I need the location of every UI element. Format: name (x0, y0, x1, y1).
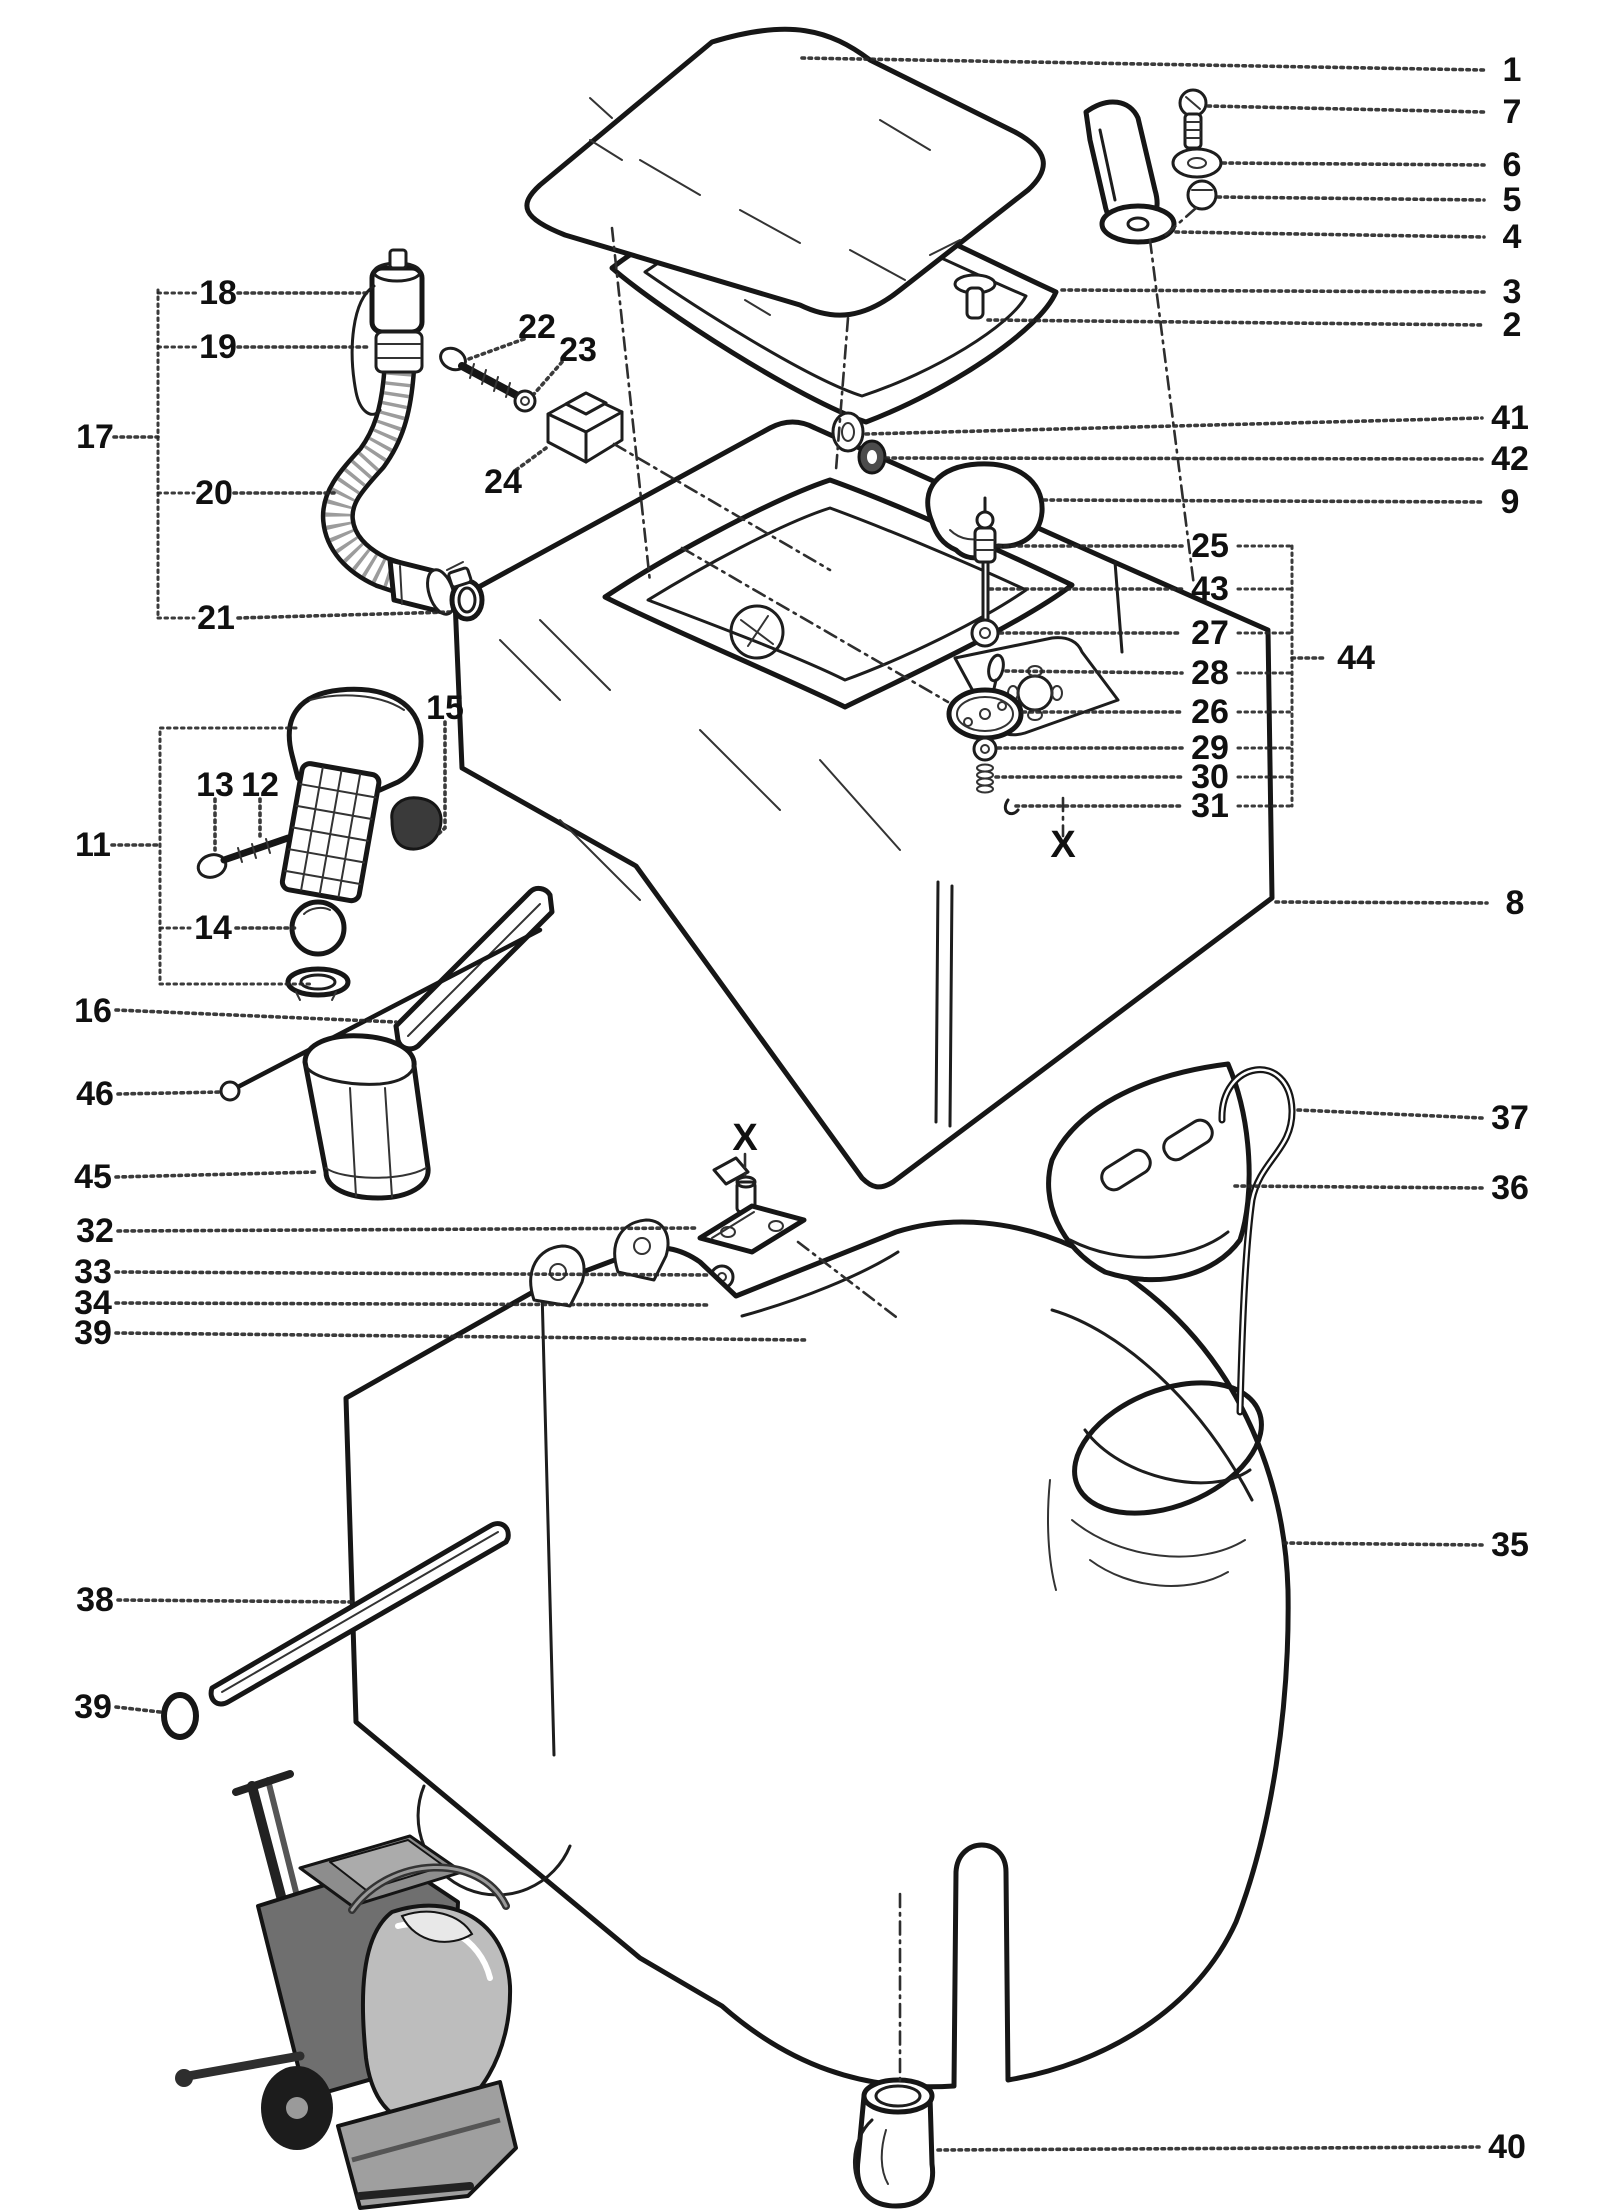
leader-line-7 (1208, 106, 1484, 112)
callout-number-28: 28 (1191, 654, 1229, 692)
callout-number-32: 32 (76, 1212, 114, 1250)
leader-line-2 (988, 320, 1484, 325)
clamp-nut-part (515, 391, 535, 411)
callout-number-13: 13 (196, 766, 234, 804)
leader-line-4 (1176, 232, 1484, 237)
filter-bag-part (305, 1036, 428, 1198)
leader-line-9 (1044, 500, 1482, 502)
callout-number-31: 31 (1191, 787, 1229, 825)
callout-number-45: 45 (74, 1158, 112, 1196)
callout-number-40: 40 (1488, 2128, 1526, 2166)
filter-cap-part (392, 798, 441, 849)
hose-clamp-part (447, 562, 482, 619)
callout-number-43: 43 (1191, 570, 1229, 608)
leader-line-32 (118, 1228, 698, 1231)
x-mark-1: X (1050, 824, 1076, 866)
callout-number-30: 30 (1191, 758, 1229, 796)
callout-number-22: 22 (518, 308, 556, 346)
callout-number-9: 9 (1500, 483, 1520, 521)
callout-number-19: 19 (199, 328, 237, 366)
leader-line-22 (466, 339, 524, 360)
callout-number-41: 41 (1491, 399, 1529, 437)
callout-number-20: 20 (195, 474, 233, 512)
leader-line-36 (1235, 1186, 1482, 1188)
x-mark-2: X (732, 1117, 758, 1159)
latch-pin-part (714, 1158, 755, 1212)
hose-clamp-block-part (548, 393, 622, 462)
callout-number-33: 33 (74, 1253, 112, 1291)
leader-line-23 (534, 362, 562, 394)
callout-number-46: 46 (76, 1075, 114, 1113)
callout-number-5: 5 (1502, 181, 1522, 219)
callout-number-16: 16 (74, 992, 112, 1030)
latch-plate-part (700, 1206, 804, 1252)
leader-line-45 (116, 1172, 318, 1177)
callout-number-3: 3 (1502, 273, 1522, 311)
standpipe-tube-part (396, 888, 552, 1048)
callout-number-15: 15 (426, 689, 464, 727)
machine-reference-illustration (175, 1774, 516, 2208)
leader-line-38 (118, 1600, 352, 1602)
washer-42-part (859, 441, 885, 473)
callout-number-35: 35 (1491, 1526, 1529, 1564)
filter-screw-part (195, 838, 288, 881)
leader-line-35 (1284, 1543, 1482, 1545)
callout-number-1: 1 (1502, 51, 1522, 89)
callout-number-7: 7 (1502, 93, 1522, 131)
callout-number-29: 29 (1191, 729, 1229, 767)
callout-number-4: 4 (1502, 218, 1522, 256)
callout-number-25: 25 (1191, 527, 1229, 565)
callout-number-21: 21 (197, 599, 235, 637)
leader-line-37 (1298, 1110, 1482, 1118)
callout-number-34: 34 (74, 1284, 112, 1322)
leader-line-40 (938, 2147, 1479, 2150)
callout-number-8: 8 (1505, 884, 1525, 922)
callout-number-6: 6 (1502, 146, 1522, 184)
cord-cover-part (1049, 1064, 1250, 1280)
callout-number-12: 12 (241, 766, 279, 804)
callout-number-27: 27 (1191, 614, 1229, 652)
callout-number-39: 39 (74, 1314, 112, 1352)
clamp-screw-part (437, 344, 518, 397)
callout-number-11: 11 (75, 826, 111, 864)
hinge-washer-part (1173, 149, 1221, 177)
callout-number-38: 38 (76, 1581, 114, 1619)
leader-line-16 (116, 1010, 396, 1022)
callout-number-26: 26 (1191, 693, 1229, 731)
seal-ring-part (288, 969, 348, 1000)
callout-number-36: 36 (1491, 1169, 1529, 1207)
leader-line-5 (1218, 197, 1484, 200)
leader-line-46 (118, 1092, 222, 1094)
hinge-screw-part (1180, 90, 1206, 148)
washer-41-part (833, 413, 863, 451)
leader-line-3 (1062, 290, 1484, 292)
leader-line-21 (238, 612, 450, 618)
valve-washer-part (972, 620, 998, 646)
leader-line-8 (1276, 902, 1487, 903)
callout-number-44: 44 (1337, 639, 1375, 677)
callout-number-23: 23 (559, 331, 597, 369)
callout-number-42: 42 (1491, 440, 1529, 478)
callout-number-37: 37 (1491, 1099, 1529, 1137)
valve-nut-part (974, 738, 996, 760)
drain-elbow-part (854, 2080, 932, 2206)
float-ball-part (292, 902, 344, 954)
filter-cartridge-part (281, 762, 380, 902)
callout-number-24: 24 (484, 463, 522, 501)
leader-line-39 (116, 1707, 160, 1712)
leader-line-1 (802, 58, 1484, 70)
callout-number-17: 17 (76, 418, 114, 456)
hinge-nut-part (1188, 181, 1216, 209)
lid-hinge-part (1086, 102, 1174, 242)
drain-hose-assembly-part (338, 250, 482, 619)
callout-number-39: 39 (74, 1688, 112, 1726)
leader-line-42 (886, 458, 1482, 459)
o-ring-part (164, 1695, 196, 1737)
leader-line-6 (1223, 163, 1484, 165)
callout-number-18: 18 (199, 274, 237, 312)
leader-line-34 (116, 1303, 710, 1305)
callout-number-2: 2 (1502, 306, 1522, 344)
callout-number-14: 14 (194, 909, 232, 947)
